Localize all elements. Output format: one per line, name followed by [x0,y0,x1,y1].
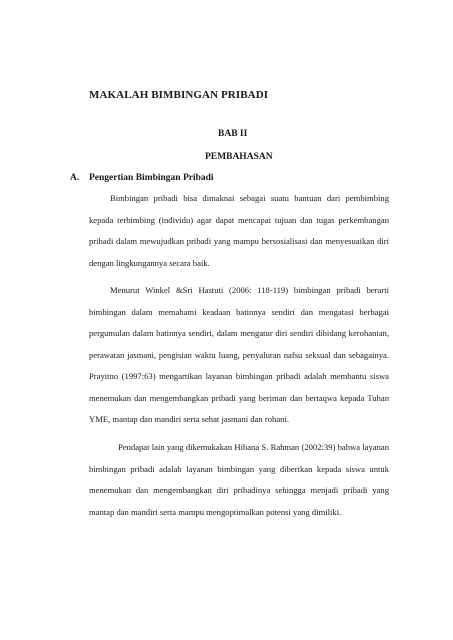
document-title: MAKALAH BIMBINGAN PRIBADI [89,89,269,101]
section-heading-text: Pengertian Bimbingan Pribadi [89,173,214,183]
paragraph: Pendapat lain yang dikemukakan Hibana S. Rahman (2002:39) bahwa layanan bimbingan pribadi adalah layanan bimbingan yang diberikan kepada siswa untuk menemukan dan mengembangkan diri pribadinya sehingga menjadi pribadi yang mantap dan mandiri serta mampu mengoptimalkan potensi yang dimiliki. [89,442,389,517]
chapter-number: BAB II [218,129,248,139]
chapter-title: PEMBAHASAN [205,152,273,162]
body-text [89,188,389,529]
paragraph: Bimbingan pribadi bisa dimaknai sebagai suatu bantuan dari pembimbing kepada terbimbing (individu) agar dapat mencapai tujuan dan tugas perkembangan pribadi dalam mewujudkan pribadi yang mampu bersosialisasi dan menyesuaikan diri dengan lingkungannya secara baik. [89,193,389,268]
section-number: A. [70,173,80,183]
section-heading [70,173,214,183]
paragraph: Menurut Winkel &Sri Hastuti (2006: 118-119) bimbingan pribadi berarti bimbingan dalam memahami keadaan batinnya sendiri dan mengatasi berbagai pergumulan dalam batinnya sendiri, dalam mengatur diri sendiri dibidang kerohanian, perawatan jasmani, pengisian waktu luang, penyaluran nafsu seksual dan sebagainya. Prayitno (1997:63) mengartikan layanan bimbingan pribadi adalah membantu siswa menemukan dan mengembangkan pribadi yang beriman dan bertaqwa kepada Tuhan YME, mantap dan mandiri serta sehat jasmani dan rohani. [89,285,389,425]
